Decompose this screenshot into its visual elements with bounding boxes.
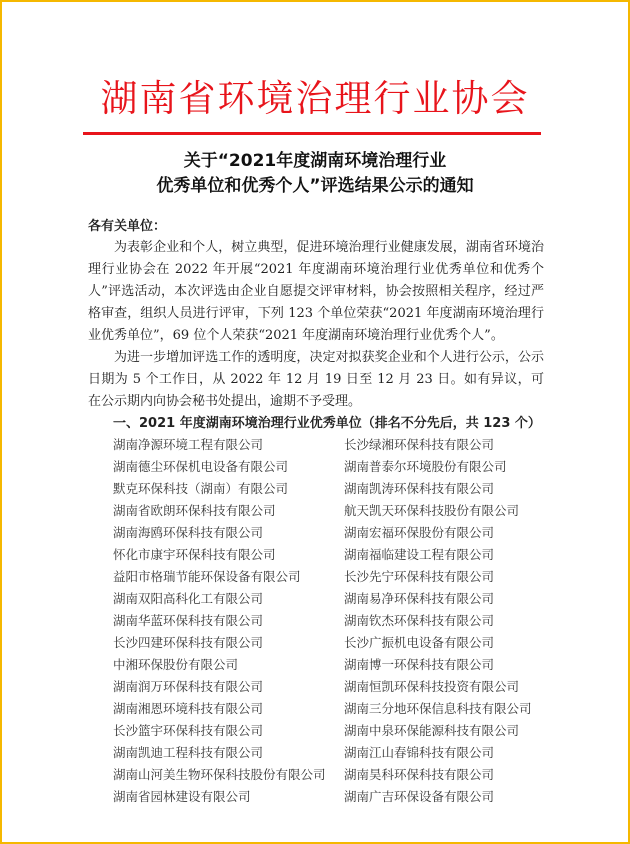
list-item: 湖南省欧朗环保科技有限公司 [113,503,276,518]
list-item: 湖南凯迪工程科技有限公司 [113,745,264,760]
list-item: 默克环保科技（湖南）有限公司 [113,481,289,496]
list-item: 湖南宏福环保股份有限公司 [344,525,495,540]
notice-title-line1: 关于“2021年度湖南环境治理行业 [183,151,447,171]
paragraph: 为表彰企业和个人，树立典型，促进环境治理行业健康发展，湖南省环境治理行业协会在 2022 年开展“2021 年度湖南环境治理行业优秀单位和优秀个人”评选活动，本次评选由企业自愿提交评审材料，协会按照相关程序，经过严格审查，组织人员进行评审，下列 123 个单位荣获“2021 年度湖南环境治理行业优秀单位”，69 位个人荣获“2021 年度湖南环境治理行业优秀个人”。 [88,240,544,343]
org-letterhead: 湖南省环境治理行业协会 [100,77,530,120]
list-item: 湖南三分地环保信息科技有限公司 [344,701,532,716]
list-item: 湖南钦杰环保科技有限公司 [344,613,495,628]
list-item: 湖南凯涛环保科技有限公司 [344,481,495,496]
list-item: 湖南省园林建设有限公司 [113,789,251,804]
list-item: 湖南湘恩环境科技有限公司 [113,701,264,716]
company-list-left [113,434,326,808]
list-item: 长沙篮宇环保科技有限公司 [113,723,264,738]
list-item: 湖南润万环保科技有限公司 [113,679,264,694]
list-item: 益阳市格瑞节能环保设备有限公司 [113,569,301,584]
list-item: 怀化市康宇环保科技有限公司 [113,547,276,562]
paragraph: 为进一步增加评选工作的透明度，决定对拟获奖企业和个人进行公示，公示日期为 5 个工作日，从 2022 年 12 月 19 日至 12 月 23 日。如有异议，可在公示期内向协会秘书处提出，逾期不予受理。 [88,350,544,409]
list-item: 长沙绿湘环保科技有限公司 [344,437,495,452]
list-item: 长沙广振机电设备有限公司 [344,635,495,650]
company-list-right [344,434,532,808]
list-item: 湖南德尘环保机电设备有限公司 [113,459,289,474]
list-item: 湖南华蓝环保科技有限公司 [113,613,264,628]
list-item: 湖南恒凯环保科技投资有限公司 [344,679,520,694]
section-heading: 一、2021 年度湖南环境治理行业优秀单位（排名不分先后，共 123 个） [113,416,541,431]
list-item: 长沙四建环保科技有限公司 [113,635,264,650]
list-item: 湖南净源环境工程有限公司 [113,437,264,452]
list-item: 湖南广吉环保设备有限公司 [344,789,495,804]
salutation: 各有关单位： [88,219,167,234]
list-item: 航天凯天环保科技股份有限公司 [344,503,520,518]
list-item: 湖南昊科环保科技有限公司 [344,767,495,782]
list-item: 中湘环保股份有限公司 [113,657,239,672]
notice-body [88,237,544,413]
list-item: 湖南博一环保科技有限公司 [344,657,495,672]
list-item: 湖南福临建设工程有限公司 [344,547,495,562]
notice-title-line2: 优秀单位和优秀个人”评选结果公示的通知 [156,176,474,196]
list-item: 湖南江山春锦科技有限公司 [344,745,495,760]
list-item: 长沙先宁环保科技有限公司 [344,569,495,584]
list-item: 湖南易净环保科技有限公司 [344,591,495,606]
red-divider [83,132,541,135]
list-item: 湖南中泉环保能源科技有限公司 [344,723,520,738]
list-item: 湖南山河美生物环保科技股份有限公司 [113,767,326,782]
list-item: 湖南普泰尔环境股份有限公司 [344,459,507,474]
list-item: 湖南海鸥环保科技有限公司 [113,525,264,540]
list-item: 湖南双阳高科化工有限公司 [113,591,264,606]
